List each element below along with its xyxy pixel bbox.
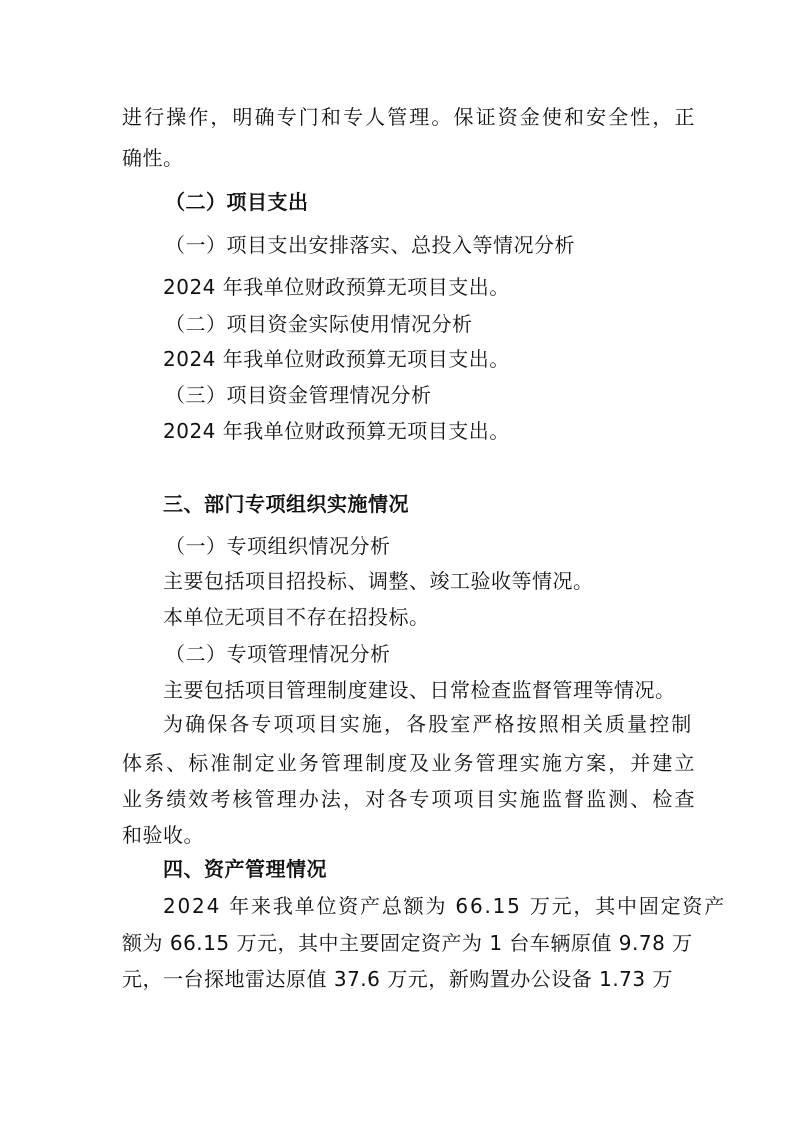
section-heading: 四、资产管理情况 (163, 857, 327, 881)
paragraph-line: 2024 年我单位财政预算无项目支出。 (163, 347, 510, 371)
paragraph-line: 为确保各专项项目实施，各股室严格按照相关质量控制 (163, 712, 694, 736)
paragraph-line: 元，一台探地雷达原值 37.6 万元，新购置办公设备 1.73 万 (122, 967, 673, 991)
subsection-heading: （二）专项管理情况分析 (165, 642, 391, 666)
paragraph-line: 2024 年我单位财政预算无项目支出。 (163, 275, 510, 299)
paragraph-line: 体系、标准制定业务管理制度及业务管理实施方案，并建立 (122, 751, 697, 775)
paragraph-line: 确性。 (122, 146, 184, 170)
paragraph-line: 2024 年我单位财政预算无项目支出。 (163, 419, 510, 443)
paragraph-line: 主要包括项目招投标、调整、竣工验收等情况。 (163, 569, 594, 593)
paragraph-line: 和验收。 (122, 823, 204, 847)
paragraph-line: 进行操作，明确专门和专人管理。保证资金使和安全性，正 (122, 105, 697, 129)
paragraph-line: 2024 年来我单位资产总额为 66.15 万元，其中固定资产 (163, 894, 727, 918)
subsection-heading: （一）项目支出安排落实、总投入等情况分析 (165, 233, 575, 257)
paragraph-line: 额为 66.15 万元，其中主要固定资产为 1 台车辆原值 9.78 万 (122, 931, 693, 955)
paragraph-line: 本单位无项目不存在招投标。 (163, 605, 430, 629)
section-heading: 三、部门专项组织实施情况 (163, 492, 409, 516)
subsection-heading: （一）专项组织情况分析 (165, 534, 391, 558)
section-heading: （二）项目支出 (165, 190, 309, 214)
paragraph-line: 业务绩效考核管理办法，对各专项项目实施监督监测、检查 (122, 787, 697, 811)
subsection-heading: （二）项目资金实际使用情况分析 (165, 312, 473, 336)
paragraph-line: 主要包括项目管理制度建设、日常检查监督管理等情况。 (163, 678, 676, 702)
subsection-heading: （三）项目资金管理情况分析 (165, 383, 432, 407)
